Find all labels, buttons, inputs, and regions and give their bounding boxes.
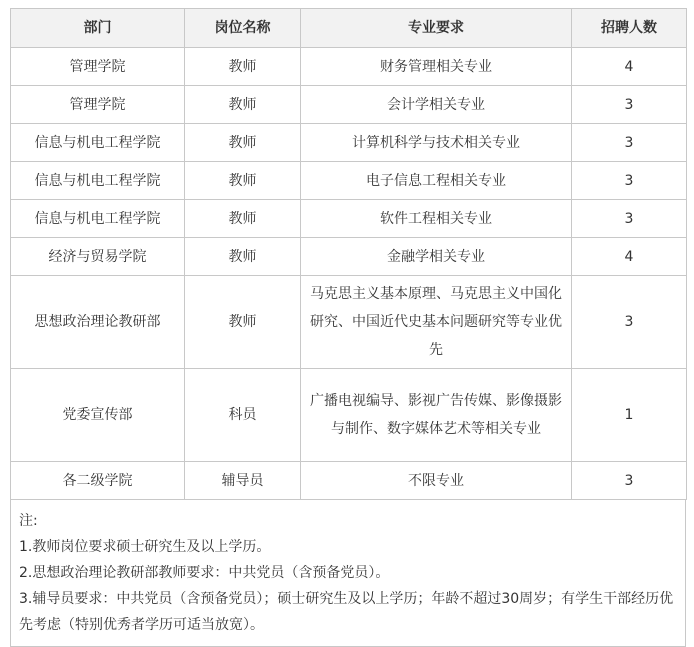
table-row — [11, 48, 687, 86]
cell-dept: 党委宣传部 — [11, 369, 185, 462]
cell-position: 教师 — [185, 48, 301, 86]
header-dept: 部门 — [11, 9, 185, 48]
cell-count: 1 — [572, 369, 687, 462]
table-row — [11, 238, 687, 276]
cell-dept: 管理学院 — [11, 86, 185, 124]
cell-count: 3 — [572, 200, 687, 238]
table-row — [11, 462, 687, 500]
cell-major: 计算机科学与技术相关专业 — [301, 124, 572, 162]
cell-count: 4 — [572, 238, 687, 276]
recruitment-table-container — [10, 8, 686, 647]
cell-position: 科员 — [185, 369, 301, 462]
cell-position: 教师 — [185, 276, 301, 369]
cell-major: 会计学相关专业 — [301, 86, 572, 124]
cell-dept: 各二级学院 — [11, 462, 185, 500]
cell-major: 广播电视编导、影视广告传媒、影像摄影与制作、数字媒体艺术等相关专业 — [301, 369, 572, 462]
cell-dept: 经济与贸易学院 — [11, 238, 185, 276]
table-header-row — [11, 9, 687, 48]
note-item: 3.辅导员要求：中共党员（含预备党员）；硕士研究生及以上学历；年龄不超过30周岁；有学生干部经历优先考虑（特别优秀者学历可适当放宽）。 — [19, 591, 674, 633]
cell-count: 3 — [572, 276, 687, 369]
cell-dept: 信息与机电工程学院 — [11, 124, 185, 162]
cell-major: 金融学相关专业 — [301, 238, 572, 276]
cell-position: 辅导员 — [185, 462, 301, 500]
cell-position: 教师 — [185, 124, 301, 162]
cell-major: 电子信息工程相关专业 — [301, 162, 572, 200]
header-major: 专业要求 — [301, 9, 572, 48]
header-count: 招聘人数 — [572, 9, 687, 48]
cell-major: 软件工程相关专业 — [301, 200, 572, 238]
cell-position: 教师 — [185, 86, 301, 124]
table-row — [11, 369, 687, 462]
cell-count: 3 — [572, 162, 687, 200]
cell-dept: 信息与机电工程学院 — [11, 200, 185, 238]
table-row — [11, 86, 687, 124]
table-row — [11, 200, 687, 238]
cell-major: 财务管理相关专业 — [301, 48, 572, 86]
cell-dept: 管理学院 — [11, 48, 185, 86]
table-row — [11, 162, 687, 200]
cell-major: 不限专业 — [301, 462, 572, 500]
table-row — [11, 124, 687, 162]
cell-position: 教师 — [185, 238, 301, 276]
cell-position: 教师 — [185, 162, 301, 200]
notes-section — [10, 500, 686, 647]
cell-count: 3 — [572, 86, 687, 124]
note-item: 1.教师岗位要求硕士研究生及以上学历。 — [19, 539, 271, 555]
cell-count: 3 — [572, 124, 687, 162]
note-item: 2.思想政治理论教研部教师要求：中共党员（含预备党员）。 — [19, 565, 390, 581]
header-position: 岗位名称 — [185, 9, 301, 48]
cell-dept: 思想政治理论教研部 — [11, 276, 185, 369]
notes-title: 注: — [19, 513, 38, 529]
cell-count: 3 — [572, 462, 687, 500]
table-row — [11, 276, 687, 369]
cell-dept: 信息与机电工程学院 — [11, 162, 185, 200]
cell-major: 马克思主义基本原理、马克思主义中国化研究、中国近代史基本问题研究等专业优先 — [301, 276, 572, 369]
cell-position: 教师 — [185, 200, 301, 238]
recruitment-table — [10, 8, 687, 500]
cell-count: 4 — [572, 48, 687, 86]
